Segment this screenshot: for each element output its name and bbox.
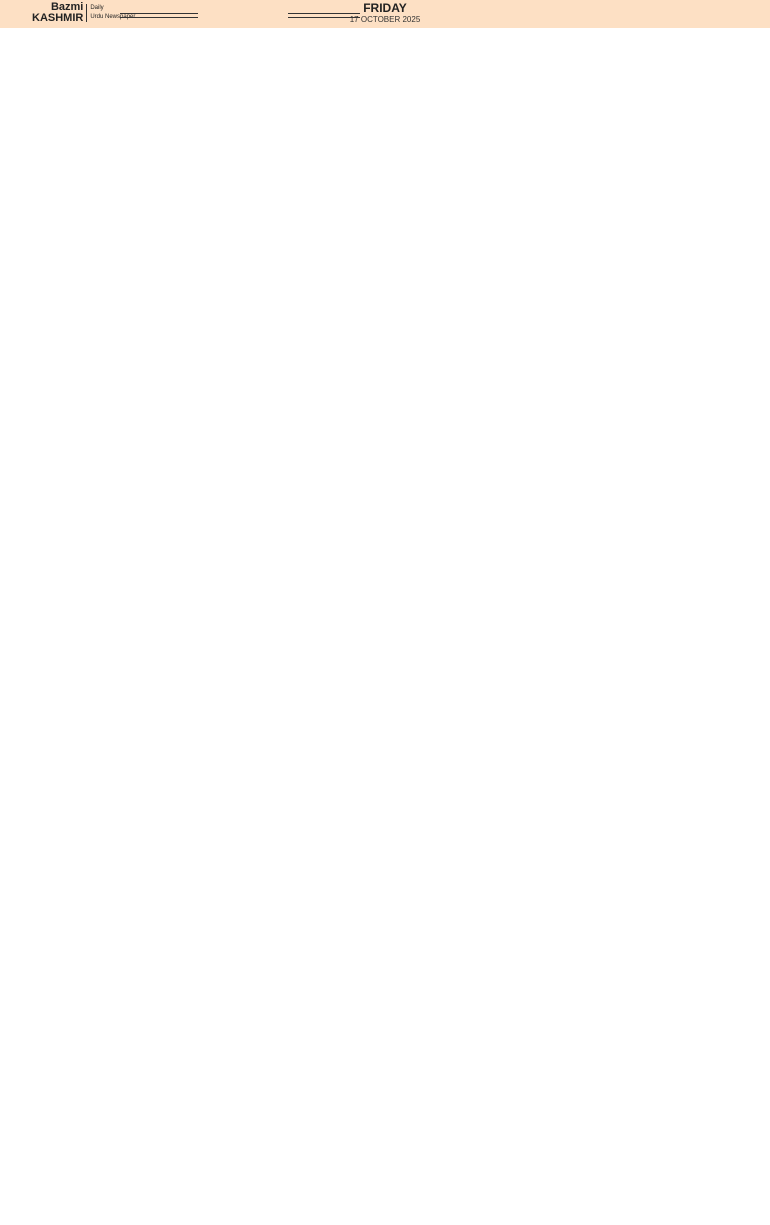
brand-sub2: Urdu Newspaper [90,14,136,20]
brand-sub1: Daily [90,5,104,11]
masthead-rule-2 [288,13,358,18]
masthead-date: 17 OCTOBER 2025 [349,15,421,24]
brand-name-line2: KASHMIR [32,12,84,24]
masthead-day: FRIDAY [363,1,407,15]
masthead-rule-left [120,13,198,18]
brand-name-line1: Bazmi [50,1,84,13]
